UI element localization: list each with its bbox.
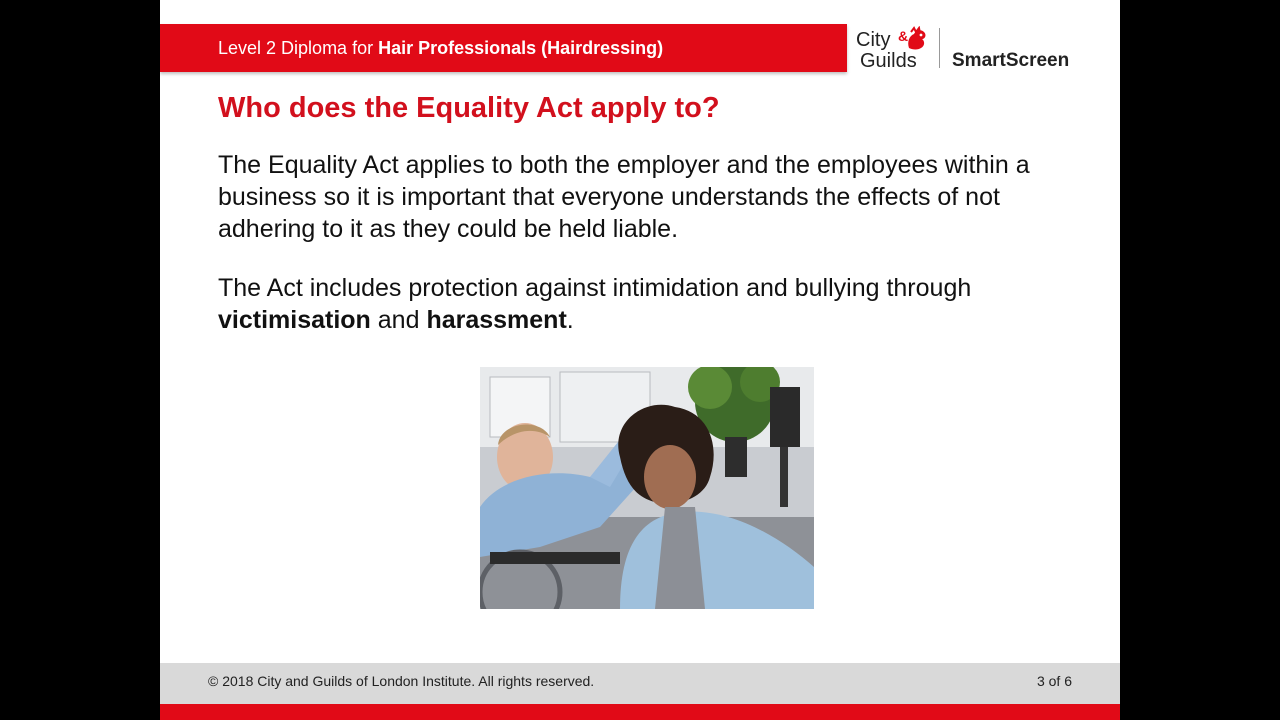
page-indicator: 3 of 6: [1036, 673, 1072, 689]
copyright-notice: © 2018 City and Guilds of London Institute. All rights reserved.: [208, 673, 595, 689]
term-victimisation: victimisation: [218, 306, 371, 334]
slide-title: Who does the Equality Act apply to?: [218, 92, 720, 124]
logo-smartscreen-text: SmartScreen: [952, 50, 1070, 71]
course-title-prefix: Level 2 Diploma for: [218, 38, 379, 58]
paragraph-protection-joiner: and: [370, 306, 427, 334]
slide: [160, 0, 1120, 720]
logo-divider: [939, 28, 940, 68]
paragraph-protection-end: .: [566, 306, 574, 334]
paragraph-equality-act-scope: The Equality Act applies to both the employer and the employees within a business so it is important that everyone understands the effects of not adhering to it as they could be held liable.: [218, 151, 1030, 243]
bottom-brand-bar: [160, 704, 1120, 720]
footer-band: [160, 663, 1120, 704]
city-guilds-smartscreen-logo: [856, 24, 1086, 72]
course-title: [218, 38, 663, 59]
paragraph-protection-intro: The Act includes protection against intimidation and bullying through: [218, 274, 972, 302]
logo-city-text: City: [856, 29, 891, 51]
header-band: [160, 24, 847, 72]
salon-photo: [480, 367, 814, 609]
salon-photo-illustration: [480, 367, 814, 609]
term-harassment: harassment: [426, 306, 567, 334]
paragraph-protection: [218, 272, 1088, 336]
logo-guilds-text: Guilds: [860, 50, 917, 72]
logo-ampersand: &: [898, 28, 909, 44]
course-title-name: Hair Professionals (Hairdressing): [378, 38, 664, 58]
